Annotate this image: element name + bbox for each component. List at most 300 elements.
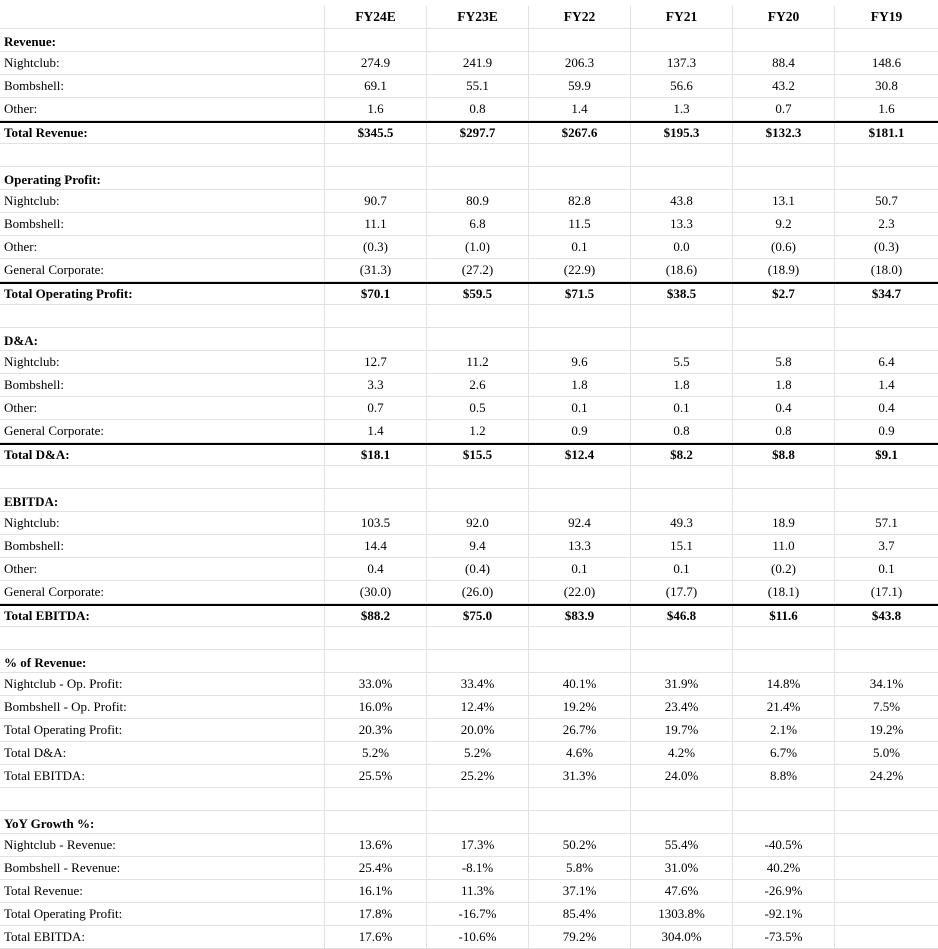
- value-cell[interactable]: 88.4: [733, 52, 835, 74]
- value-cell[interactable]: -92.1%: [733, 903, 835, 925]
- value-cell[interactable]: (1.0): [427, 236, 529, 258]
- row-label-cell[interactable]: [0, 6, 325, 28]
- value-cell[interactable]: 1.3: [631, 98, 733, 120]
- section-title-cell[interactable]: Operating Profit:: [0, 167, 325, 189]
- value-cell[interactable]: 11.5: [529, 213, 631, 235]
- value-cell[interactable]: 7.5%: [872, 699, 901, 714]
- value-cell[interactable]: [631, 627, 733, 649]
- value-cell[interactable]: 69.1: [325, 75, 427, 97]
- value-cell[interactable]: 2.3: [878, 216, 895, 231]
- value-cell[interactable]: [325, 167, 427, 189]
- row-label-cell[interactable]: [0, 627, 325, 649]
- value-cell[interactable]: 5.2%: [325, 742, 427, 764]
- value-cell[interactable]: 25.2%: [427, 765, 529, 787]
- value-cell[interactable]: [631, 788, 733, 810]
- value-cell[interactable]: 47.6%: [631, 880, 733, 902]
- value-cell[interactable]: (18.1): [733, 581, 835, 603]
- value-cell[interactable]: [733, 144, 835, 166]
- value-cell[interactable]: 2.6: [427, 374, 529, 396]
- value-cell[interactable]: [835, 305, 938, 327]
- value-cell[interactable]: 1303.8%: [631, 903, 733, 925]
- total-label-cell[interactable]: Total EBITDA:: [0, 606, 325, 626]
- table-row: [0, 903, 938, 926]
- row-label-cell[interactable]: Bombshell:: [0, 75, 325, 97]
- value-cell[interactable]: 1.8: [529, 374, 631, 396]
- value-cell[interactable]: 8.8%: [733, 765, 835, 787]
- value-cell[interactable]: $71.5: [529, 284, 631, 304]
- value-cell[interactable]: 57.1: [875, 515, 898, 530]
- value-cell[interactable]: 241.9: [427, 52, 529, 74]
- value-cell[interactable]: 4.2%: [631, 742, 733, 764]
- value-cell[interactable]: 40.2%: [733, 857, 835, 879]
- value-cell[interactable]: 11.2: [427, 351, 529, 373]
- value-cell[interactable]: [631, 811, 733, 833]
- column-header-cell[interactable]: FY24E: [325, 6, 427, 28]
- value-cell[interactable]: (31.3): [325, 259, 427, 281]
- value-cell[interactable]: 1.4: [325, 420, 427, 442]
- value-cell[interactable]: 6.8: [427, 213, 529, 235]
- value-cell[interactable]: 14.8%: [733, 673, 835, 695]
- value-cell[interactable]: 0.4: [325, 558, 427, 580]
- table-row: [0, 52, 938, 75]
- value-cell[interactable]: [325, 29, 427, 51]
- value-cell[interactable]: [529, 29, 631, 51]
- value-cell[interactable]: [529, 788, 631, 810]
- column-header-cell[interactable]: FY22: [529, 6, 631, 28]
- value-cell[interactable]: -40.5%: [733, 834, 835, 856]
- value-cell[interactable]: 16.0%: [325, 696, 427, 718]
- value-cell[interactable]: [733, 489, 835, 511]
- value-cell[interactable]: 0.1: [878, 561, 895, 576]
- value-cell[interactable]: -73.5%: [733, 926, 835, 948]
- value-cell[interactable]: $195.3: [631, 123, 733, 143]
- value-cell[interactable]: 13.3: [529, 535, 631, 557]
- value-cell[interactable]: 6.4: [878, 354, 895, 369]
- value-cell[interactable]: [529, 144, 631, 166]
- value-cell[interactable]: $59.5: [427, 284, 529, 304]
- value-cell[interactable]: [733, 627, 835, 649]
- financial-spreadsheet: [0, 6, 938, 949]
- value-cell[interactable]: 18.9: [733, 512, 835, 534]
- value-cell[interactable]: [631, 305, 733, 327]
- value-cell[interactable]: 90.7: [325, 190, 427, 212]
- value-cell[interactable]: 14.4: [325, 535, 427, 557]
- value-cell[interactable]: 9.6: [529, 351, 631, 373]
- value-cell[interactable]: [325, 305, 427, 327]
- value-cell[interactable]: 55.4%: [631, 834, 733, 856]
- value-cell[interactable]: [325, 466, 427, 488]
- value-cell[interactable]: [835, 489, 938, 511]
- value-cell[interactable]: 137.3: [631, 52, 733, 74]
- value-cell[interactable]: [835, 466, 938, 488]
- column-header-cell[interactable]: FY20: [733, 6, 835, 28]
- row-label-cell[interactable]: Nightclub:: [0, 52, 325, 74]
- value-cell[interactable]: 1.4: [878, 377, 895, 392]
- row-label-cell[interactable]: Other:: [0, 558, 325, 580]
- value-cell[interactable]: 25.5%: [325, 765, 427, 787]
- row-label-cell[interactable]: General Corporate:: [0, 420, 325, 442]
- row-label-cell[interactable]: Other:: [0, 98, 325, 120]
- value-cell[interactable]: $345.5: [325, 123, 427, 143]
- value-cell[interactable]: 1.2: [427, 420, 529, 442]
- value-cell[interactable]: [733, 788, 835, 810]
- value-cell[interactable]: [631, 489, 733, 511]
- value-cell[interactable]: 12.7: [325, 351, 427, 373]
- value-cell[interactable]: 0.1: [631, 558, 733, 580]
- value-cell[interactable]: 0.7: [325, 397, 427, 419]
- value-cell[interactable]: [835, 926, 938, 948]
- value-cell[interactable]: 3.3: [325, 374, 427, 396]
- value-cell[interactable]: 2.1%: [733, 719, 835, 741]
- value-cell[interactable]: [529, 811, 631, 833]
- value-cell[interactable]: [733, 167, 835, 189]
- value-cell[interactable]: 31.3%: [529, 765, 631, 787]
- row-label-cell[interactable]: Other:: [0, 397, 325, 419]
- value-cell[interactable]: 23.4%: [631, 696, 733, 718]
- value-cell[interactable]: $43.8: [871, 608, 902, 623]
- value-cell[interactable]: $46.8: [631, 606, 733, 626]
- value-cell[interactable]: 34.1%: [869, 676, 904, 691]
- value-cell[interactable]: 12.4%: [427, 696, 529, 718]
- value-cell[interactable]: 4.6%: [529, 742, 631, 764]
- value-cell[interactable]: -8.1%: [427, 857, 529, 879]
- value-cell[interactable]: 20.0%: [427, 719, 529, 741]
- value-cell[interactable]: 92.4: [529, 512, 631, 534]
- value-cell[interactable]: [835, 627, 938, 649]
- row-label-cell[interactable]: Bombshell:: [0, 374, 325, 396]
- value-cell[interactable]: [427, 29, 529, 51]
- value-cell[interactable]: [631, 650, 733, 672]
- value-cell[interactable]: 11.1: [325, 213, 427, 235]
- value-cell[interactable]: [733, 811, 835, 833]
- value-cell[interactable]: [835, 880, 938, 902]
- value-cell[interactable]: 5.5: [631, 351, 733, 373]
- value-cell[interactable]: $34.7: [871, 286, 902, 301]
- value-cell[interactable]: $181.1: [868, 125, 905, 140]
- value-cell[interactable]: [427, 167, 529, 189]
- value-cell[interactable]: [835, 903, 938, 925]
- value-cell[interactable]: 24.2%: [869, 768, 904, 783]
- value-cell[interactable]: 6.7%: [733, 742, 835, 764]
- value-cell[interactable]: 37.1%: [529, 880, 631, 902]
- value-cell[interactable]: 26.7%: [529, 719, 631, 741]
- spacer-row: [0, 144, 938, 167]
- row-label-cell[interactable]: Bombshell:: [0, 213, 325, 235]
- value-cell[interactable]: (18.9): [733, 259, 835, 281]
- value-cell[interactable]: (18.6): [631, 259, 733, 281]
- value-cell[interactable]: 0.1: [529, 236, 631, 258]
- value-cell[interactable]: 9.4: [427, 535, 529, 557]
- value-cell[interactable]: (17.7): [631, 581, 733, 603]
- row-label-cell[interactable]: Nightclub:: [0, 351, 325, 373]
- row-label-cell[interactable]: [0, 305, 325, 327]
- value-cell[interactable]: [835, 788, 938, 810]
- row-label-cell[interactable]: Total EBITDA:: [0, 765, 325, 787]
- value-cell[interactable]: [325, 811, 427, 833]
- row-label-cell[interactable]: [0, 788, 325, 810]
- value-cell[interactable]: 9.2: [733, 213, 835, 235]
- value-cell[interactable]: [325, 627, 427, 649]
- value-cell[interactable]: 19.2%: [869, 722, 904, 737]
- row-label-cell[interactable]: General Corporate:: [0, 581, 325, 603]
- table-row: [0, 236, 938, 259]
- row-label-cell[interactable]: Total Operating Profit:: [0, 903, 325, 925]
- value-cell[interactable]: [835, 857, 938, 879]
- value-cell[interactable]: [529, 489, 631, 511]
- value-cell[interactable]: 17.6%: [325, 926, 427, 948]
- value-cell[interactable]: [427, 627, 529, 649]
- value-cell[interactable]: 1.6: [325, 98, 427, 120]
- section-title-cell[interactable]: % of Revenue:: [0, 650, 325, 672]
- value-cell[interactable]: 0.9: [878, 423, 895, 438]
- total-label-cell[interactable]: Total Operating Profit:: [0, 284, 325, 304]
- value-cell[interactable]: 82.8: [529, 190, 631, 212]
- value-cell[interactable]: -26.9%: [733, 880, 835, 902]
- value-cell[interactable]: [427, 489, 529, 511]
- value-cell[interactable]: 50.7: [875, 193, 898, 208]
- total-row: [0, 282, 938, 305]
- value-cell[interactable]: $267.6: [529, 123, 631, 143]
- value-cell[interactable]: [427, 788, 529, 810]
- value-cell[interactable]: (0.6): [733, 236, 835, 258]
- row-label-cell[interactable]: Nightclub:: [0, 512, 325, 534]
- value-cell[interactable]: 0.5: [427, 397, 529, 419]
- value-cell[interactable]: 13.6%: [325, 834, 427, 856]
- value-cell[interactable]: [427, 811, 529, 833]
- row-label-cell[interactable]: Bombshell - Revenue:: [0, 857, 325, 879]
- value-cell[interactable]: (0.3): [874, 239, 899, 254]
- value-cell[interactable]: [427, 466, 529, 488]
- section-title-cell[interactable]: EBITDA:: [0, 489, 325, 511]
- value-cell[interactable]: (0.2): [733, 558, 835, 580]
- value-cell[interactable]: 0.1: [529, 397, 631, 419]
- value-cell[interactable]: [325, 144, 427, 166]
- value-cell[interactable]: $88.2: [325, 606, 427, 626]
- row-label-cell[interactable]: [0, 144, 325, 166]
- value-cell[interactable]: $297.7: [427, 123, 529, 143]
- column-header-cell[interactable]: FY23E: [427, 6, 529, 28]
- value-cell[interactable]: $15.5: [427, 445, 529, 465]
- value-cell[interactable]: [427, 328, 529, 350]
- value-cell[interactable]: 0.4: [878, 400, 895, 415]
- value-cell[interactable]: 0.8: [733, 420, 835, 442]
- value-cell[interactable]: 31.0%: [631, 857, 733, 879]
- value-cell[interactable]: 0.0: [631, 236, 733, 258]
- value-cell[interactable]: 33.0%: [325, 673, 427, 695]
- value-cell[interactable]: 148.6: [871, 55, 902, 70]
- value-cell[interactable]: [631, 328, 733, 350]
- value-cell[interactable]: $12.4: [529, 445, 631, 465]
- value-cell[interactable]: 24.0%: [631, 765, 733, 787]
- value-cell[interactable]: [427, 650, 529, 672]
- value-cell[interactable]: [529, 167, 631, 189]
- value-cell[interactable]: [835, 167, 938, 189]
- value-cell[interactable]: $83.9: [529, 606, 631, 626]
- value-cell[interactable]: 80.9: [427, 190, 529, 212]
- section-title-cell[interactable]: YoY Growth %:: [0, 811, 325, 833]
- value-cell[interactable]: (0.4): [427, 558, 529, 580]
- value-cell[interactable]: [631, 466, 733, 488]
- value-cell[interactable]: 79.2%: [529, 926, 631, 948]
- value-cell[interactable]: 43.2: [733, 75, 835, 97]
- row-label-cell[interactable]: Nightclub:: [0, 190, 325, 212]
- value-cell[interactable]: [631, 144, 733, 166]
- value-cell[interactable]: 0.8: [631, 420, 733, 442]
- value-cell[interactable]: [529, 650, 631, 672]
- value-cell[interactable]: 85.4%: [529, 903, 631, 925]
- value-cell[interactable]: 0.4: [733, 397, 835, 419]
- value-cell[interactable]: 103.5: [325, 512, 427, 534]
- value-cell[interactable]: 0.9: [529, 420, 631, 442]
- value-cell[interactable]: 5.2%: [427, 742, 529, 764]
- column-header-cell[interactable]: FY21: [631, 6, 733, 28]
- value-cell[interactable]: (30.0): [325, 581, 427, 603]
- row-label-cell[interactable]: Total D&A:: [0, 742, 325, 764]
- value-cell[interactable]: (17.1): [870, 584, 903, 599]
- value-cell[interactable]: 0.7: [733, 98, 835, 120]
- total-label-cell[interactable]: Total D&A:: [0, 445, 325, 465]
- value-cell[interactable]: [529, 328, 631, 350]
- value-cell[interactable]: $2.7: [733, 284, 835, 304]
- value-cell[interactable]: $38.5: [631, 284, 733, 304]
- value-cell[interactable]: 206.3: [529, 52, 631, 74]
- value-cell[interactable]: 21.4%: [733, 696, 835, 718]
- value-cell[interactable]: 5.8%: [529, 857, 631, 879]
- value-cell[interactable]: (22.9): [529, 259, 631, 281]
- value-cell[interactable]: 56.6: [631, 75, 733, 97]
- value-cell[interactable]: 19.2%: [529, 696, 631, 718]
- value-cell[interactable]: 11.0: [733, 535, 835, 557]
- row-label-cell[interactable]: [0, 466, 325, 488]
- value-cell[interactable]: (18.0): [870, 262, 903, 277]
- value-cell[interactable]: 13.3: [631, 213, 733, 235]
- value-cell[interactable]: [529, 305, 631, 327]
- value-cell[interactable]: [427, 144, 529, 166]
- value-cell[interactable]: 5.0%: [872, 745, 901, 760]
- value-cell[interactable]: 0.1: [631, 397, 733, 419]
- value-cell[interactable]: 274.9: [325, 52, 427, 74]
- value-cell[interactable]: 31.9%: [631, 673, 733, 695]
- value-cell[interactable]: -10.6%: [427, 926, 529, 948]
- value-cell[interactable]: 17.3%: [427, 834, 529, 856]
- section-title-cell[interactable]: Revenue:: [0, 29, 325, 51]
- section-title-cell[interactable]: D&A:: [0, 328, 325, 350]
- value-cell[interactable]: 40.1%: [529, 673, 631, 695]
- value-cell[interactable]: 20.3%: [325, 719, 427, 741]
- spacer-row: [0, 466, 938, 489]
- row-label-cell[interactable]: Total Operating Profit:: [0, 719, 325, 741]
- value-cell[interactable]: $70.1: [325, 284, 427, 304]
- value-cell[interactable]: (27.2): [427, 259, 529, 281]
- row-label-cell[interactable]: Other:: [0, 236, 325, 258]
- row-label-cell[interactable]: General Corporate:: [0, 259, 325, 281]
- value-cell[interactable]: [835, 144, 938, 166]
- row-label-cell[interactable]: Nightclub - Op. Profit:: [0, 673, 325, 695]
- value-cell[interactable]: [835, 29, 938, 51]
- value-cell[interactable]: 33.4%: [427, 673, 529, 695]
- value-cell[interactable]: 15.1: [631, 535, 733, 557]
- value-cell[interactable]: [529, 627, 631, 649]
- value-cell[interactable]: [325, 328, 427, 350]
- value-cell[interactable]: [733, 466, 835, 488]
- value-cell[interactable]: [733, 328, 835, 350]
- value-cell[interactable]: 13.1: [733, 190, 835, 212]
- value-cell[interactable]: 43.8: [631, 190, 733, 212]
- value-cell[interactable]: 16.1%: [325, 880, 427, 902]
- value-cell[interactable]: $18.1: [325, 445, 427, 465]
- value-cell[interactable]: [427, 305, 529, 327]
- value-cell[interactable]: [835, 650, 938, 672]
- value-cell[interactable]: 0.8: [427, 98, 529, 120]
- value-cell[interactable]: [733, 29, 835, 51]
- value-cell[interactable]: [733, 305, 835, 327]
- value-cell[interactable]: (0.3): [325, 236, 427, 258]
- value-cell[interactable]: $8.8: [733, 445, 835, 465]
- value-cell[interactable]: 1.4: [529, 98, 631, 120]
- value-cell[interactable]: [631, 29, 733, 51]
- value-cell[interactable]: 59.9: [529, 75, 631, 97]
- value-cell[interactable]: 92.0: [427, 512, 529, 534]
- value-cell[interactable]: 1.8: [733, 374, 835, 396]
- value-cell[interactable]: [325, 788, 427, 810]
- value-cell[interactable]: (26.0): [427, 581, 529, 603]
- value-cell[interactable]: 1.6: [878, 101, 895, 116]
- total-label-cell[interactable]: Total Revenue:: [0, 123, 325, 143]
- value-cell[interactable]: 3.7: [878, 538, 895, 553]
- value-cell[interactable]: [529, 466, 631, 488]
- value-cell[interactable]: (22.0): [529, 581, 631, 603]
- table-row: [0, 420, 938, 443]
- value-cell[interactable]: $132.3: [733, 123, 835, 143]
- section-header-row: [0, 29, 938, 52]
- value-cell[interactable]: [325, 489, 427, 511]
- value-cell[interactable]: $75.0: [427, 606, 529, 626]
- value-cell[interactable]: 0.1: [529, 558, 631, 580]
- value-cell[interactable]: $9.1: [875, 447, 898, 462]
- value-cell[interactable]: 30.8: [875, 78, 898, 93]
- value-cell[interactable]: 1.8: [631, 374, 733, 396]
- row-label-cell[interactable]: Total EBITDA:: [0, 926, 325, 948]
- table-row: [0, 926, 938, 949]
- value-cell[interactable]: $11.6: [733, 606, 835, 626]
- value-cell[interactable]: [835, 328, 938, 350]
- value-cell[interactable]: [835, 834, 938, 856]
- value-cell[interactable]: 49.3: [631, 512, 733, 534]
- row-label-cell[interactable]: Total Revenue:: [0, 880, 325, 902]
- value-cell[interactable]: [325, 650, 427, 672]
- value-cell[interactable]: [835, 811, 938, 833]
- row-label-cell[interactable]: Nightclub - Revenue:: [0, 834, 325, 856]
- row-label-cell[interactable]: Bombshell - Op. Profit:: [0, 696, 325, 718]
- value-cell[interactable]: 5.8: [733, 351, 835, 373]
- value-cell[interactable]: [733, 650, 835, 672]
- row-label-cell[interactable]: Bombshell:: [0, 535, 325, 557]
- column-header-cell[interactable]: FY19: [870, 9, 903, 24]
- value-cell[interactable]: 304.0%: [631, 926, 733, 948]
- value-cell[interactable]: 17.8%: [325, 903, 427, 925]
- value-cell[interactable]: [631, 167, 733, 189]
- table-row: [0, 719, 938, 742]
- value-cell[interactable]: 50.2%: [529, 834, 631, 856]
- value-cell[interactable]: $8.2: [631, 445, 733, 465]
- value-cell[interactable]: -16.7%: [427, 903, 529, 925]
- value-cell[interactable]: 55.1: [427, 75, 529, 97]
- table-row: [0, 75, 938, 98]
- value-cell[interactable]: 19.7%: [631, 719, 733, 741]
- value-cell[interactable]: 11.3%: [427, 880, 529, 902]
- table-row: [0, 558, 938, 581]
- value-cell[interactable]: 25.4%: [325, 857, 427, 879]
